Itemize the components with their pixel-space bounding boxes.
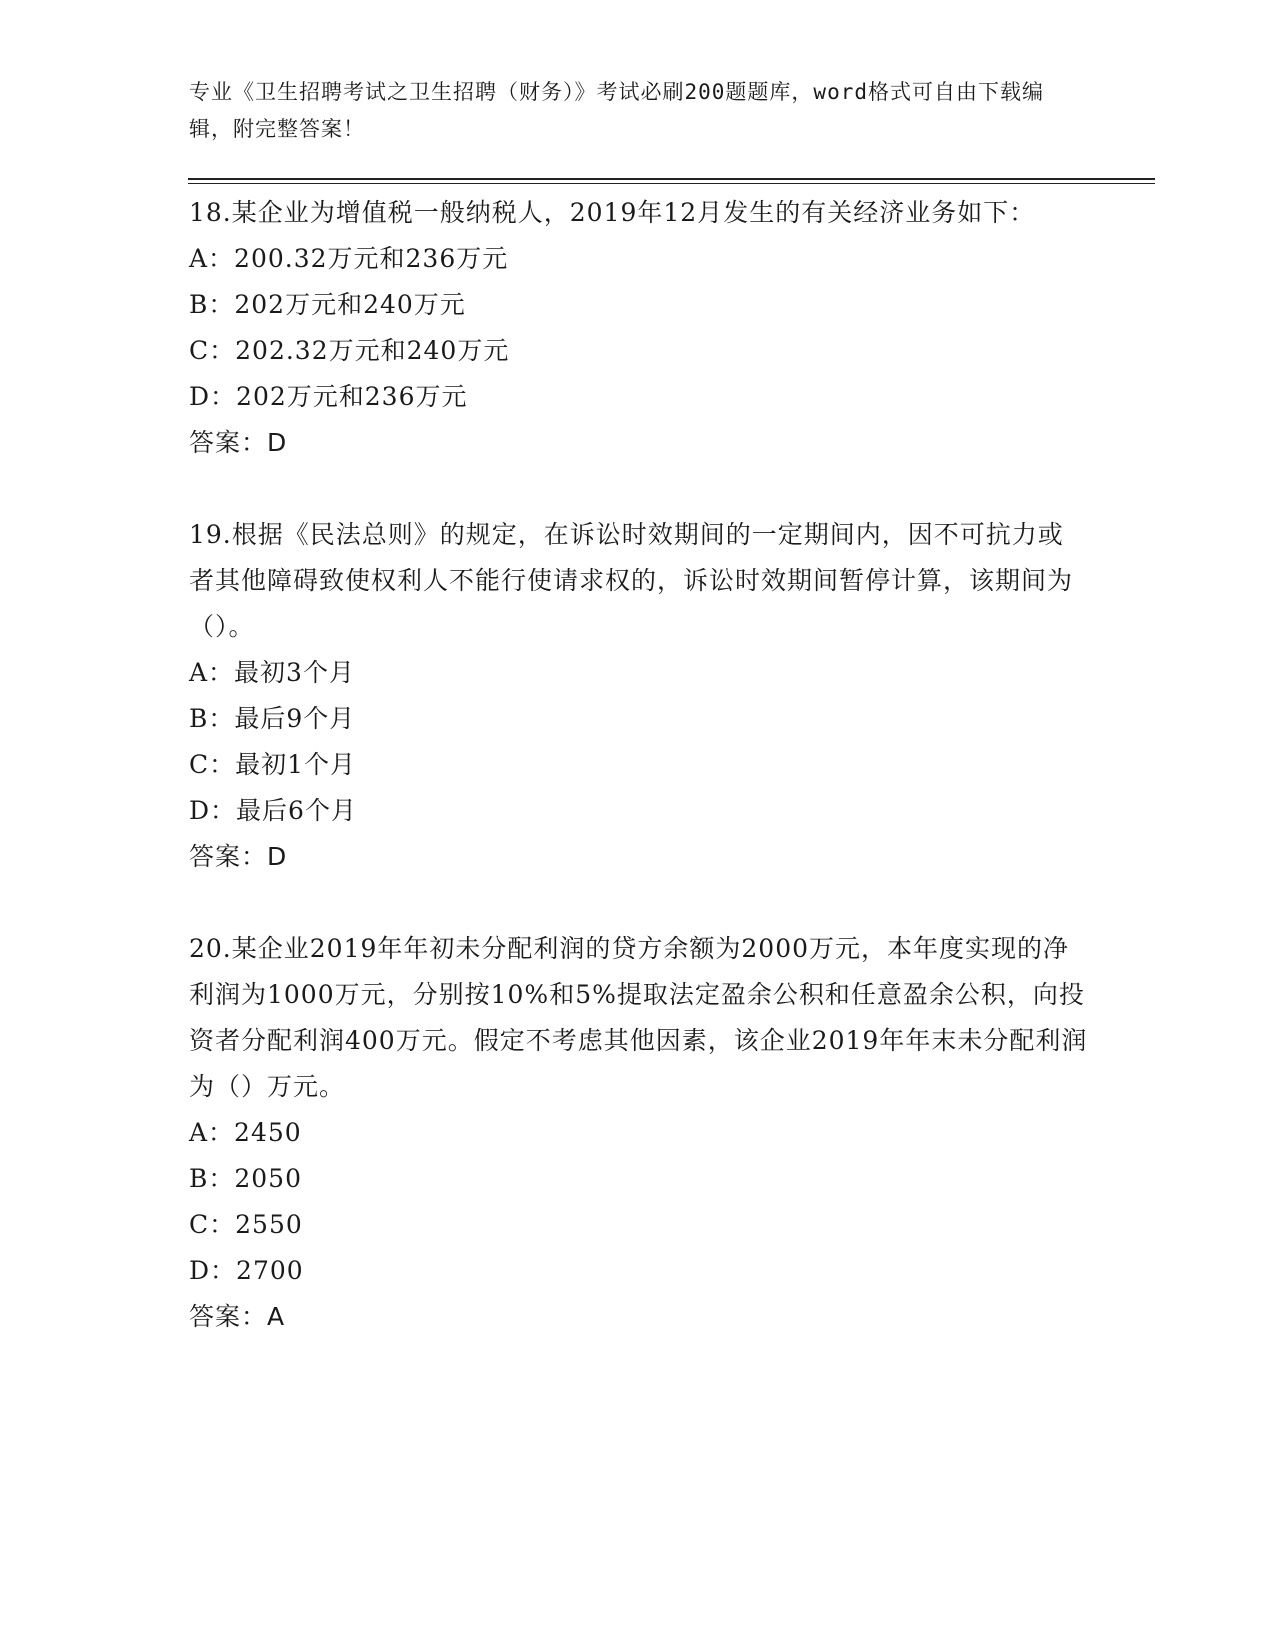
option-d: D：最后6个月 <box>189 796 357 825</box>
answer-line: 答案：D <box>189 842 288 871</box>
header-rule-thick <box>188 178 1155 180</box>
question-list <box>189 190 1089 1340</box>
option-a: A：2450 <box>189 1118 302 1147</box>
question-stem: 18.某企业为增值税一般纳税人，2019年12月发生的有关经济业务如下： <box>189 198 1036 227</box>
option-b: B：最后9个月 <box>189 704 356 733</box>
option-d: D：202万元和236万元 <box>189 382 468 411</box>
option-b: B：2050 <box>189 1164 302 1193</box>
question-stem: 20.某企业2019年年初未分配利润的贷方余额为2000万元，本年度实现的净利润为1000万元，分别按10%和5%提取法定盈余公积和任意盈余公积，向投资者分配利润400万元。假定不考虑其他因素，该企业2019年年末未分配利润为（）万元。 <box>189 934 1088 1101</box>
question-18 <box>189 190 1089 466</box>
answer-line: 答案：D <box>189 428 288 457</box>
answer-line: 答案：A <box>189 1302 286 1331</box>
question-20 <box>189 926 1089 1340</box>
option-d: D：2700 <box>189 1256 304 1285</box>
option-c: C：最初1个月 <box>189 750 357 779</box>
option-b: B：202万元和240万元 <box>189 290 466 319</box>
option-a: A：最初3个月 <box>189 658 355 687</box>
option-a: A：200.32万元和236万元 <box>189 244 509 273</box>
document-header: 专业《卫生招聘考试之卫生招聘（财务）》考试必刷200题题库，word格式可自由下载编辑，附完整答案！ <box>189 80 1044 141</box>
question-spacer <box>189 466 1089 512</box>
header-rule-thin <box>188 183 1155 184</box>
question-spacer <box>189 880 1089 926</box>
option-c: C：202.32万元和240万元 <box>189 336 510 365</box>
question-19 <box>189 512 1089 880</box>
question-stem: 19.根据《民法总则》的规定，在诉讼时效期间的一定期间内，因不可抗力或者其他障碍致使权利人不能行使请求权的，诉讼时效期间暂停计算，该期间为（）。 <box>189 520 1074 641</box>
option-c: C：2550 <box>189 1210 303 1239</box>
